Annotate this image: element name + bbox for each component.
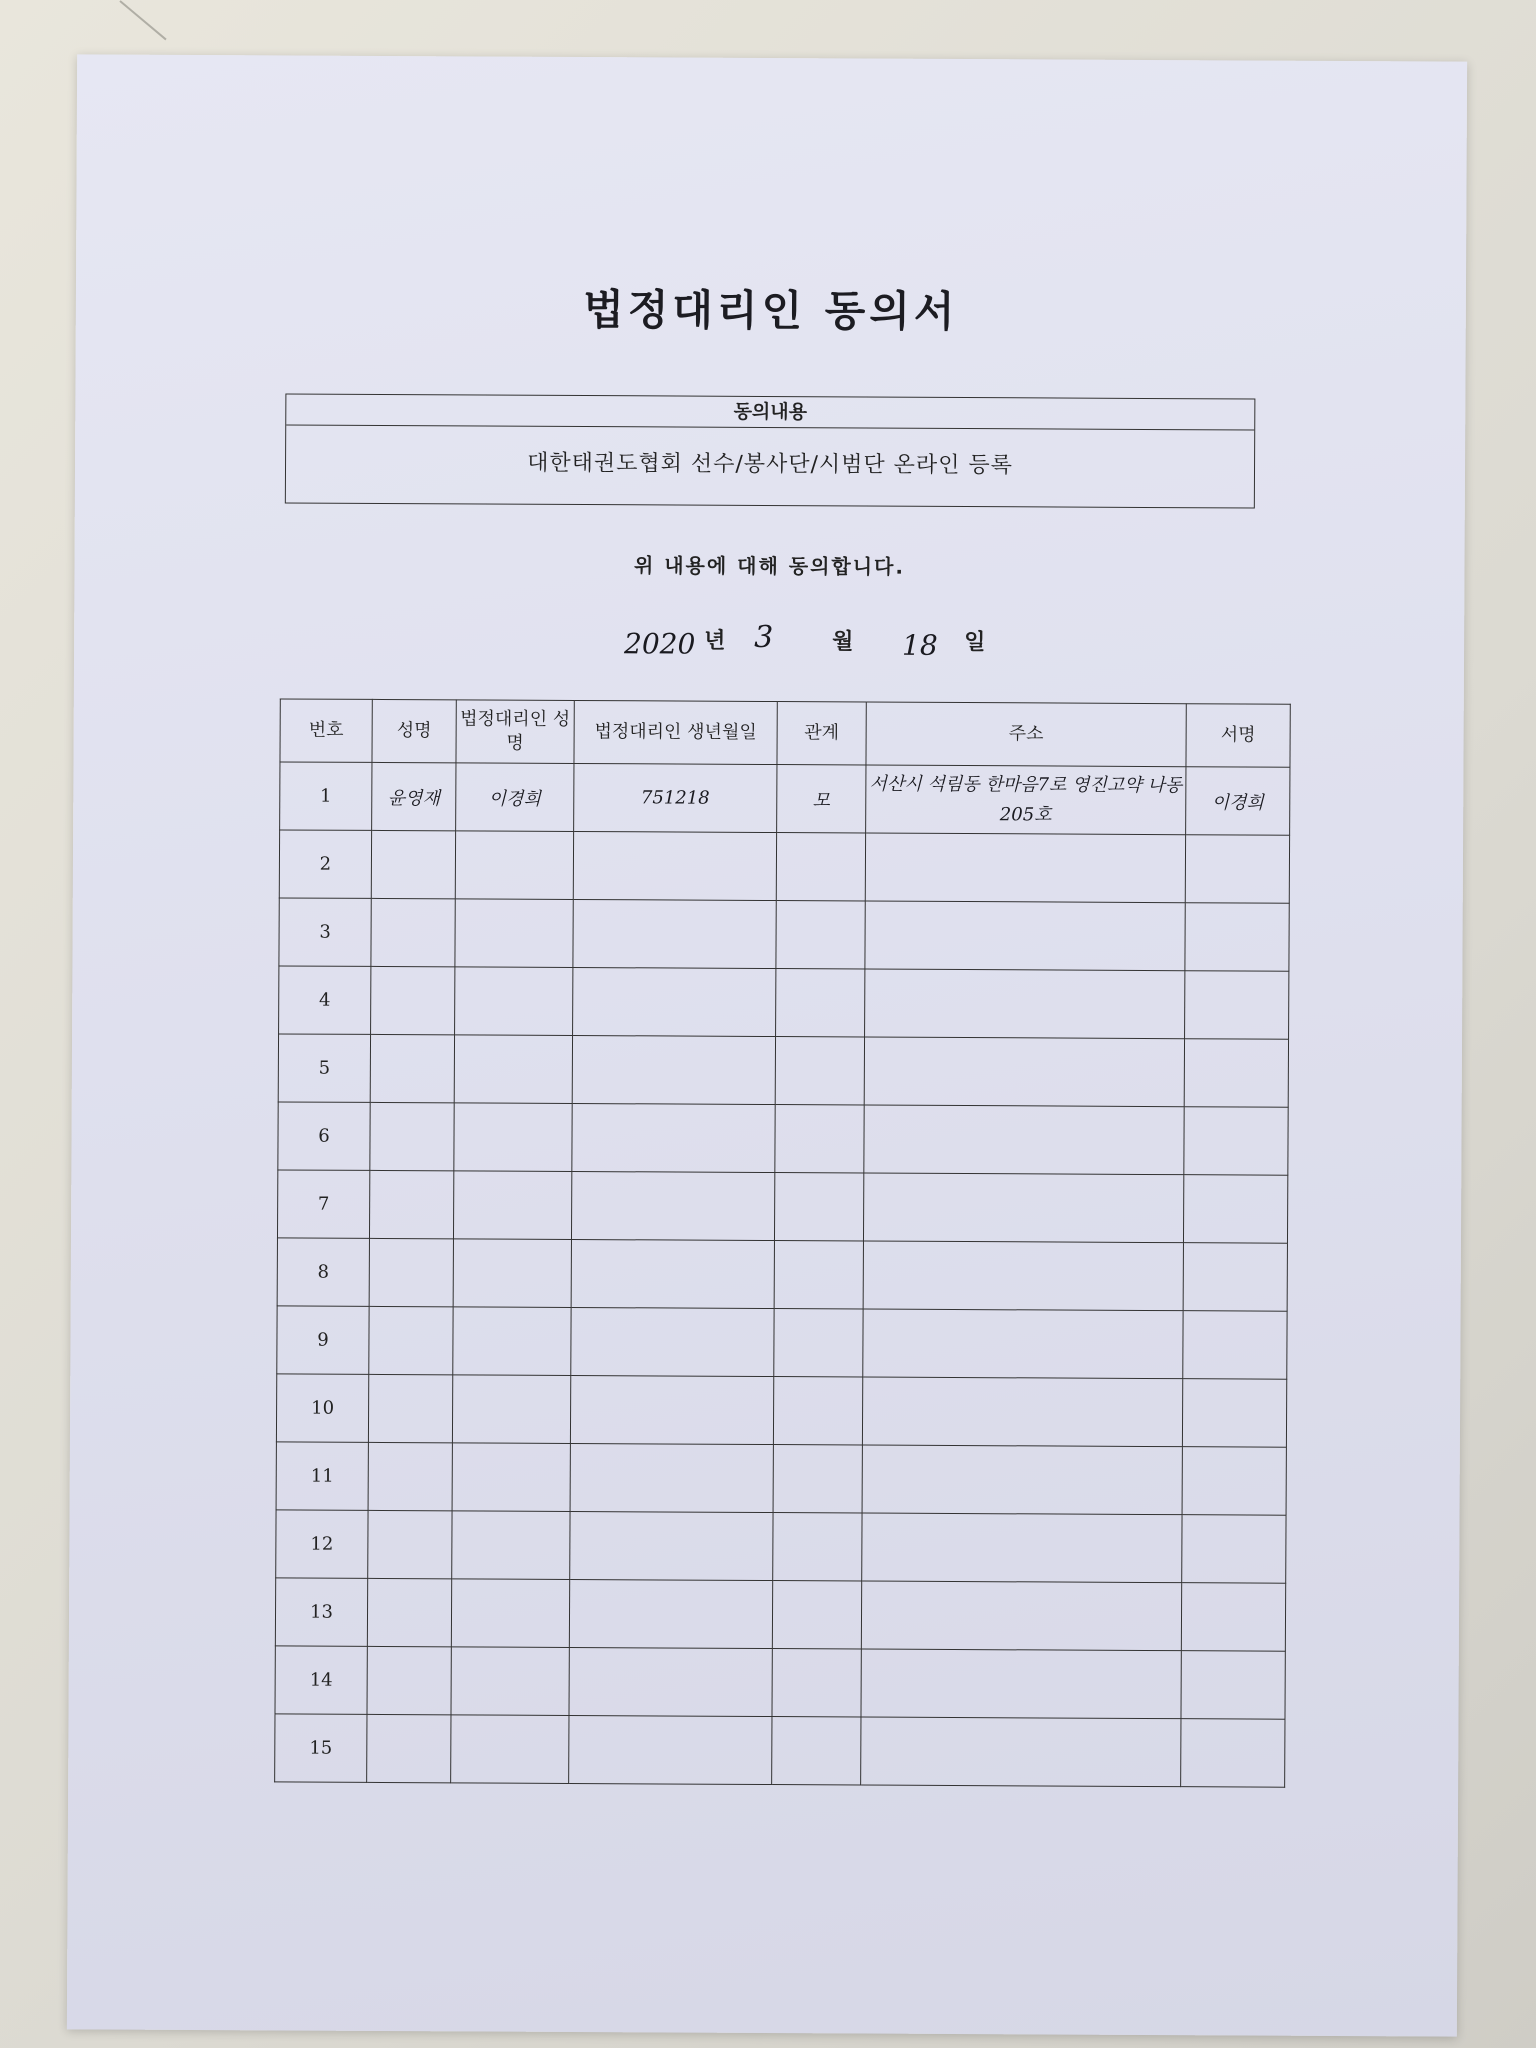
column-header: 관계 — [777, 702, 866, 765]
date-year-value: 2020 — [624, 627, 696, 661]
table-cell — [1181, 1651, 1285, 1720]
table-cell — [451, 1715, 569, 1784]
table-cell — [862, 1377, 1182, 1447]
table-cell: 1 — [280, 762, 372, 830]
table-cell — [1184, 1039, 1288, 1108]
table-cell — [863, 1309, 1183, 1379]
table-cell — [369, 1238, 453, 1306]
table-row — [278, 1034, 1288, 1107]
table-cell — [862, 1445, 1182, 1515]
table-row — [276, 1442, 1286, 1515]
table-cell — [367, 1578, 451, 1646]
table-row — [279, 966, 1289, 1039]
table-cell: 서산시 석림동 한마음7로 영진고약 나동 205호 — [866, 765, 1186, 835]
column-header: 법정대리인 생년월일 — [574, 700, 777, 764]
table-cell — [775, 1105, 864, 1173]
table-row — [279, 830, 1289, 903]
page-title: 법정대리인 동의서 — [583, 285, 959, 336]
table-cell — [1181, 1719, 1285, 1788]
table-cell — [571, 1239, 774, 1308]
table-body — [275, 762, 1290, 1787]
table-cell: 이경희 — [456, 763, 574, 832]
table-cell — [1185, 903, 1289, 972]
table-cell — [454, 1035, 572, 1104]
table-cell — [774, 1173, 863, 1241]
table-cell — [864, 1037, 1184, 1107]
column-header: 주소 — [866, 702, 1186, 767]
table-cell — [452, 1375, 570, 1444]
table-cell — [773, 1445, 862, 1513]
table-cell — [453, 1239, 571, 1308]
table-cell: 7 — [277, 1170, 369, 1238]
table-cell — [772, 1649, 861, 1717]
table-row — [278, 1102, 1288, 1175]
date-line — [554, 617, 1054, 670]
table-cell: 5 — [278, 1034, 370, 1102]
table-row — [277, 1238, 1287, 1311]
consent-content-box — [285, 393, 1256, 508]
table-row — [280, 762, 1290, 835]
table-cell — [571, 1307, 774, 1376]
table-cell — [371, 966, 455, 1034]
table-cell — [371, 830, 455, 898]
table-cell — [1182, 1379, 1286, 1448]
table-cell: 윤영재 — [372, 762, 456, 830]
table-row — [279, 898, 1289, 971]
table-cell — [1184, 1107, 1288, 1176]
table-cell — [775, 1037, 864, 1105]
table-cell — [776, 901, 865, 969]
table-cell — [573, 967, 776, 1036]
table-row — [275, 1578, 1285, 1651]
table-cell — [367, 1714, 451, 1782]
table-cell: 10 — [276, 1374, 368, 1442]
table-cell — [861, 1717, 1181, 1787]
table-cell — [370, 1034, 454, 1102]
table-cell — [1185, 835, 1289, 904]
table-cell — [773, 1513, 862, 1581]
table-cell — [367, 1646, 451, 1714]
table-cell — [865, 969, 1185, 1039]
table-cell — [452, 1511, 570, 1580]
table-cell — [1182, 1447, 1286, 1516]
table-cell — [369, 1170, 453, 1238]
table-cell — [455, 967, 573, 1036]
table-cell — [570, 1375, 773, 1444]
consent-content: 대한태권도협회 선수/봉사단/시범단 온라인 등록 — [527, 450, 1014, 479]
table-cell — [368, 1442, 452, 1510]
table-cell — [573, 899, 776, 968]
table-cell: 이경희 — [1186, 767, 1290, 836]
table-cell — [570, 1443, 773, 1512]
table-cell — [776, 969, 865, 1037]
table-cell — [1182, 1515, 1286, 1584]
table-row — [277, 1306, 1287, 1379]
table-cell — [571, 1171, 774, 1240]
table-row — [276, 1374, 1286, 1447]
column-header: 번호 — [280, 699, 372, 762]
table-cell: 6 — [278, 1102, 370, 1170]
column-header: 서명 — [1186, 704, 1290, 768]
table-cell — [451, 1579, 569, 1648]
table-cell: 4 — [279, 966, 371, 1034]
table-row — [276, 1510, 1286, 1583]
date-year-label: 년 — [704, 628, 726, 654]
table-cell — [774, 1309, 863, 1377]
table-cell — [864, 1105, 1184, 1175]
table-cell — [455, 899, 573, 968]
table-cell — [452, 1443, 570, 1512]
agreement-statement: 위 내용에 대해 동의합니다. — [633, 553, 906, 579]
table-row — [277, 1170, 1287, 1243]
table-cell — [861, 1649, 1181, 1719]
table-cell: 14 — [275, 1646, 367, 1714]
table-cell: 모 — [777, 765, 866, 833]
table-row — [275, 1714, 1285, 1787]
table-cell: 751218 — [574, 763, 777, 832]
table-cell — [451, 1647, 569, 1716]
table-cell: 12 — [276, 1510, 368, 1578]
date-month-label: 월 — [832, 629, 854, 655]
table-cell — [1183, 1175, 1287, 1244]
table-cell — [453, 1171, 571, 1240]
table-cell — [569, 1579, 772, 1648]
table-cell — [1183, 1311, 1287, 1380]
column-header: 성명 — [372, 699, 456, 762]
guardian-table — [274, 698, 1291, 1787]
table-cell — [776, 833, 865, 901]
table-cell — [863, 1173, 1183, 1243]
table-cell — [1185, 971, 1289, 1040]
table-cell — [863, 1241, 1183, 1311]
desk-scratch — [119, 0, 166, 40]
table-cell: 15 — [275, 1714, 367, 1782]
table-cell — [1181, 1583, 1285, 1652]
date-day-label: 일 — [964, 630, 986, 656]
table-cell — [572, 1103, 775, 1172]
table-header-row — [280, 699, 1290, 767]
consent-form-paper — [67, 54, 1467, 2036]
table-cell — [861, 1581, 1181, 1651]
table-cell — [573, 831, 776, 900]
table-cell: 2 — [279, 830, 371, 898]
table-cell — [774, 1241, 863, 1309]
column-header: 법정대리인 성명 — [456, 700, 574, 764]
table-cell: 3 — [279, 898, 371, 966]
table-cell: 8 — [277, 1238, 369, 1306]
table-cell — [572, 1035, 775, 1104]
date-day-value: 18 — [902, 628, 938, 662]
table-cell — [368, 1374, 452, 1442]
consent-heading: 동의내용 — [286, 394, 1254, 430]
table-cell — [371, 898, 455, 966]
table-cell — [772, 1581, 861, 1649]
table-cell — [368, 1510, 452, 1578]
table-cell — [569, 1715, 772, 1784]
table-cell — [454, 1103, 572, 1172]
table-cell — [865, 901, 1185, 971]
table-cell — [570, 1511, 773, 1580]
table-cell — [1183, 1243, 1287, 1312]
table-cell — [862, 1513, 1182, 1583]
table-cell — [369, 1306, 453, 1374]
table-cell: 13 — [275, 1578, 367, 1646]
table-row — [275, 1646, 1285, 1719]
table-cell — [569, 1647, 772, 1716]
table-cell — [865, 833, 1185, 903]
table-cell — [453, 1307, 571, 1376]
table-cell: 9 — [277, 1306, 369, 1374]
table-cell: 11 — [276, 1442, 368, 1510]
date-month-value: 3 — [754, 619, 774, 656]
table-cell — [455, 831, 573, 900]
table-cell — [773, 1377, 862, 1445]
table-cell — [370, 1102, 454, 1170]
table-cell — [772, 1717, 861, 1785]
